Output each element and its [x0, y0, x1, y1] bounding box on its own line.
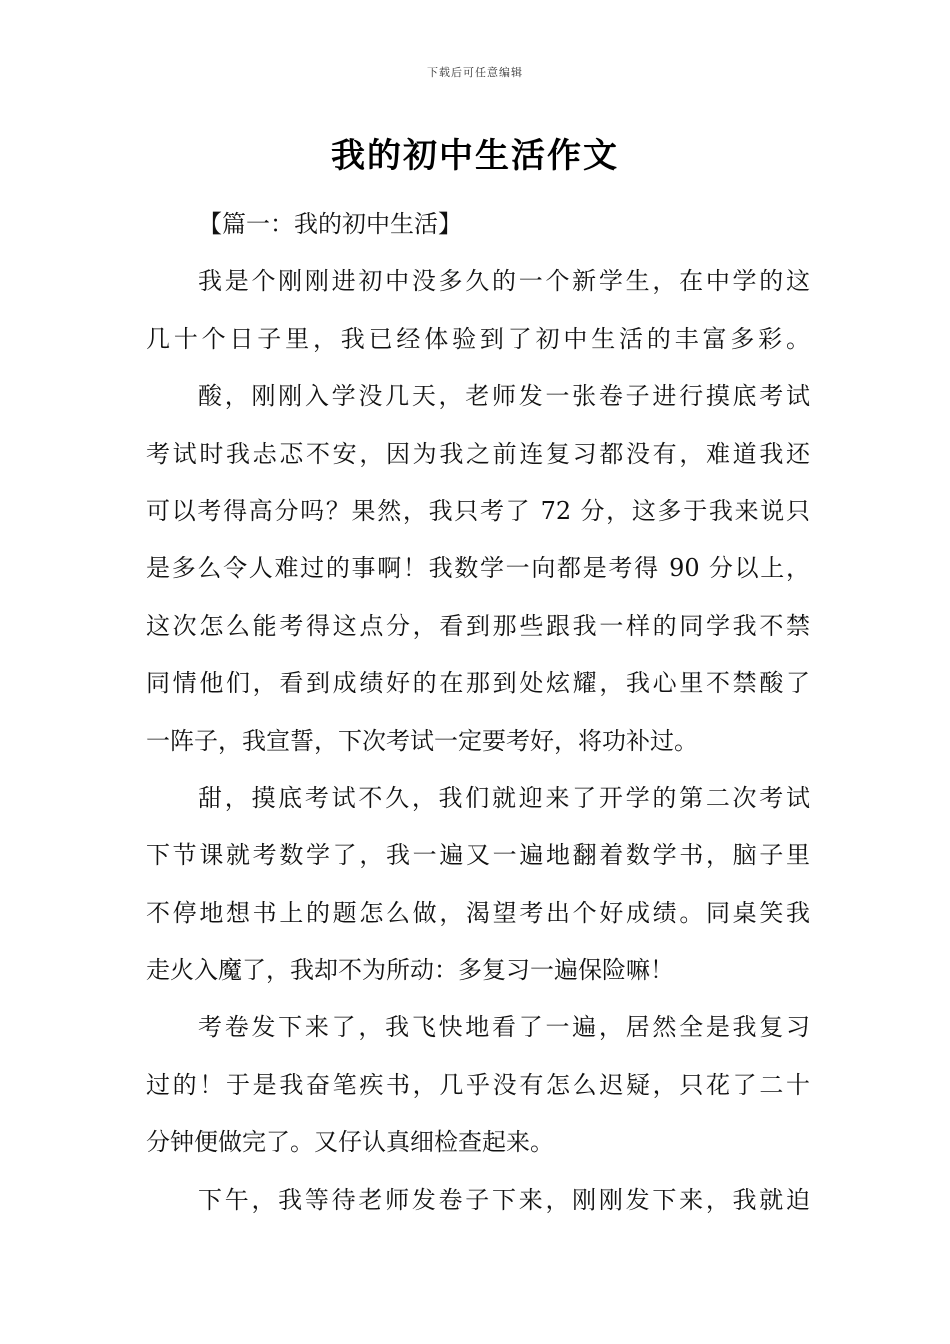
line-text: 【篇一：我的初中生活】 [198, 210, 462, 238]
line-text: 甜，摸底考试不久，我们就迎来了开学的第二次考试 [198, 783, 810, 812]
line-text: 同情他们，看到成绩好的在那到处炫耀，我心里不禁酸了 [146, 669, 810, 698]
text-line [146, 368, 810, 425]
text-line [146, 827, 810, 884]
text-line [146, 1057, 810, 1114]
line-text: 过的！于是我奋笔疾书，几乎没有怎么迟疑，只花了二十 [146, 1070, 810, 1099]
line-text: 一阵子，我宣誓，下次考试一定要考好，将功补过。 [146, 726, 698, 755]
text-line [146, 598, 810, 655]
text-line [146, 311, 810, 368]
line-text: 我是个刚刚进初中没多久的一个新学生，在中学的这 [198, 267, 810, 296]
header-note: 下载后可任意编辑 [427, 66, 523, 79]
line-text: 下午，我等待老师发卷子下来，刚刚发下来，我就迫 [198, 1185, 810, 1214]
text-line [146, 253, 810, 310]
line-text: 下节课就考数学了，我一遍又一遍地翻着数学书，脑子里 [146, 841, 810, 870]
page-title: 我的初中生活作文 [331, 136, 619, 176]
text-line [146, 1172, 810, 1229]
text-line [146, 770, 810, 827]
line-text: 分钟便做完了。又仔认真细检查起来。 [146, 1128, 554, 1157]
line-text: 走火入魔了，我却不为所动：多复习一遍保险嘛！ [146, 956, 674, 985]
text-line [146, 540, 810, 597]
text-line [146, 196, 810, 253]
line-text: 不停地想书上的题怎么做，渴望考出个好成绩。同桌笑我 [146, 898, 810, 927]
text-line [146, 426, 810, 483]
text-line [146, 713, 810, 770]
line-text: 这次怎么能考得这点分，看到那些跟我一样的同学我不禁 [146, 611, 810, 640]
text-line [146, 942, 810, 999]
text-line [146, 655, 810, 712]
text-line [146, 885, 810, 942]
text-line [146, 483, 810, 540]
line-text: 可以考得高分吗？果然，我只考了 72 分，这多于我来说只 [146, 496, 810, 525]
line-text: 是多么令人难过的事啊！我数学一向都是考得 90 分以上， [146, 554, 810, 583]
line-text: 酸，刚刚入学没几天，老师发一张卷子进行摸底考试 [198, 382, 810, 411]
line-text: 几十个日子里，我已经体验到了初中生活的丰富多彩。 [146, 324, 810, 353]
text-line [146, 1114, 810, 1171]
text-line [146, 999, 810, 1056]
line-text: 考卷发下来了，我飞快地看了一遍，居然全是我复习 [198, 1013, 810, 1042]
essay-body [146, 196, 810, 1229]
line-text: 考试时我忐忑不安，因为我之前连复习都没有，难道我还 [146, 439, 810, 468]
